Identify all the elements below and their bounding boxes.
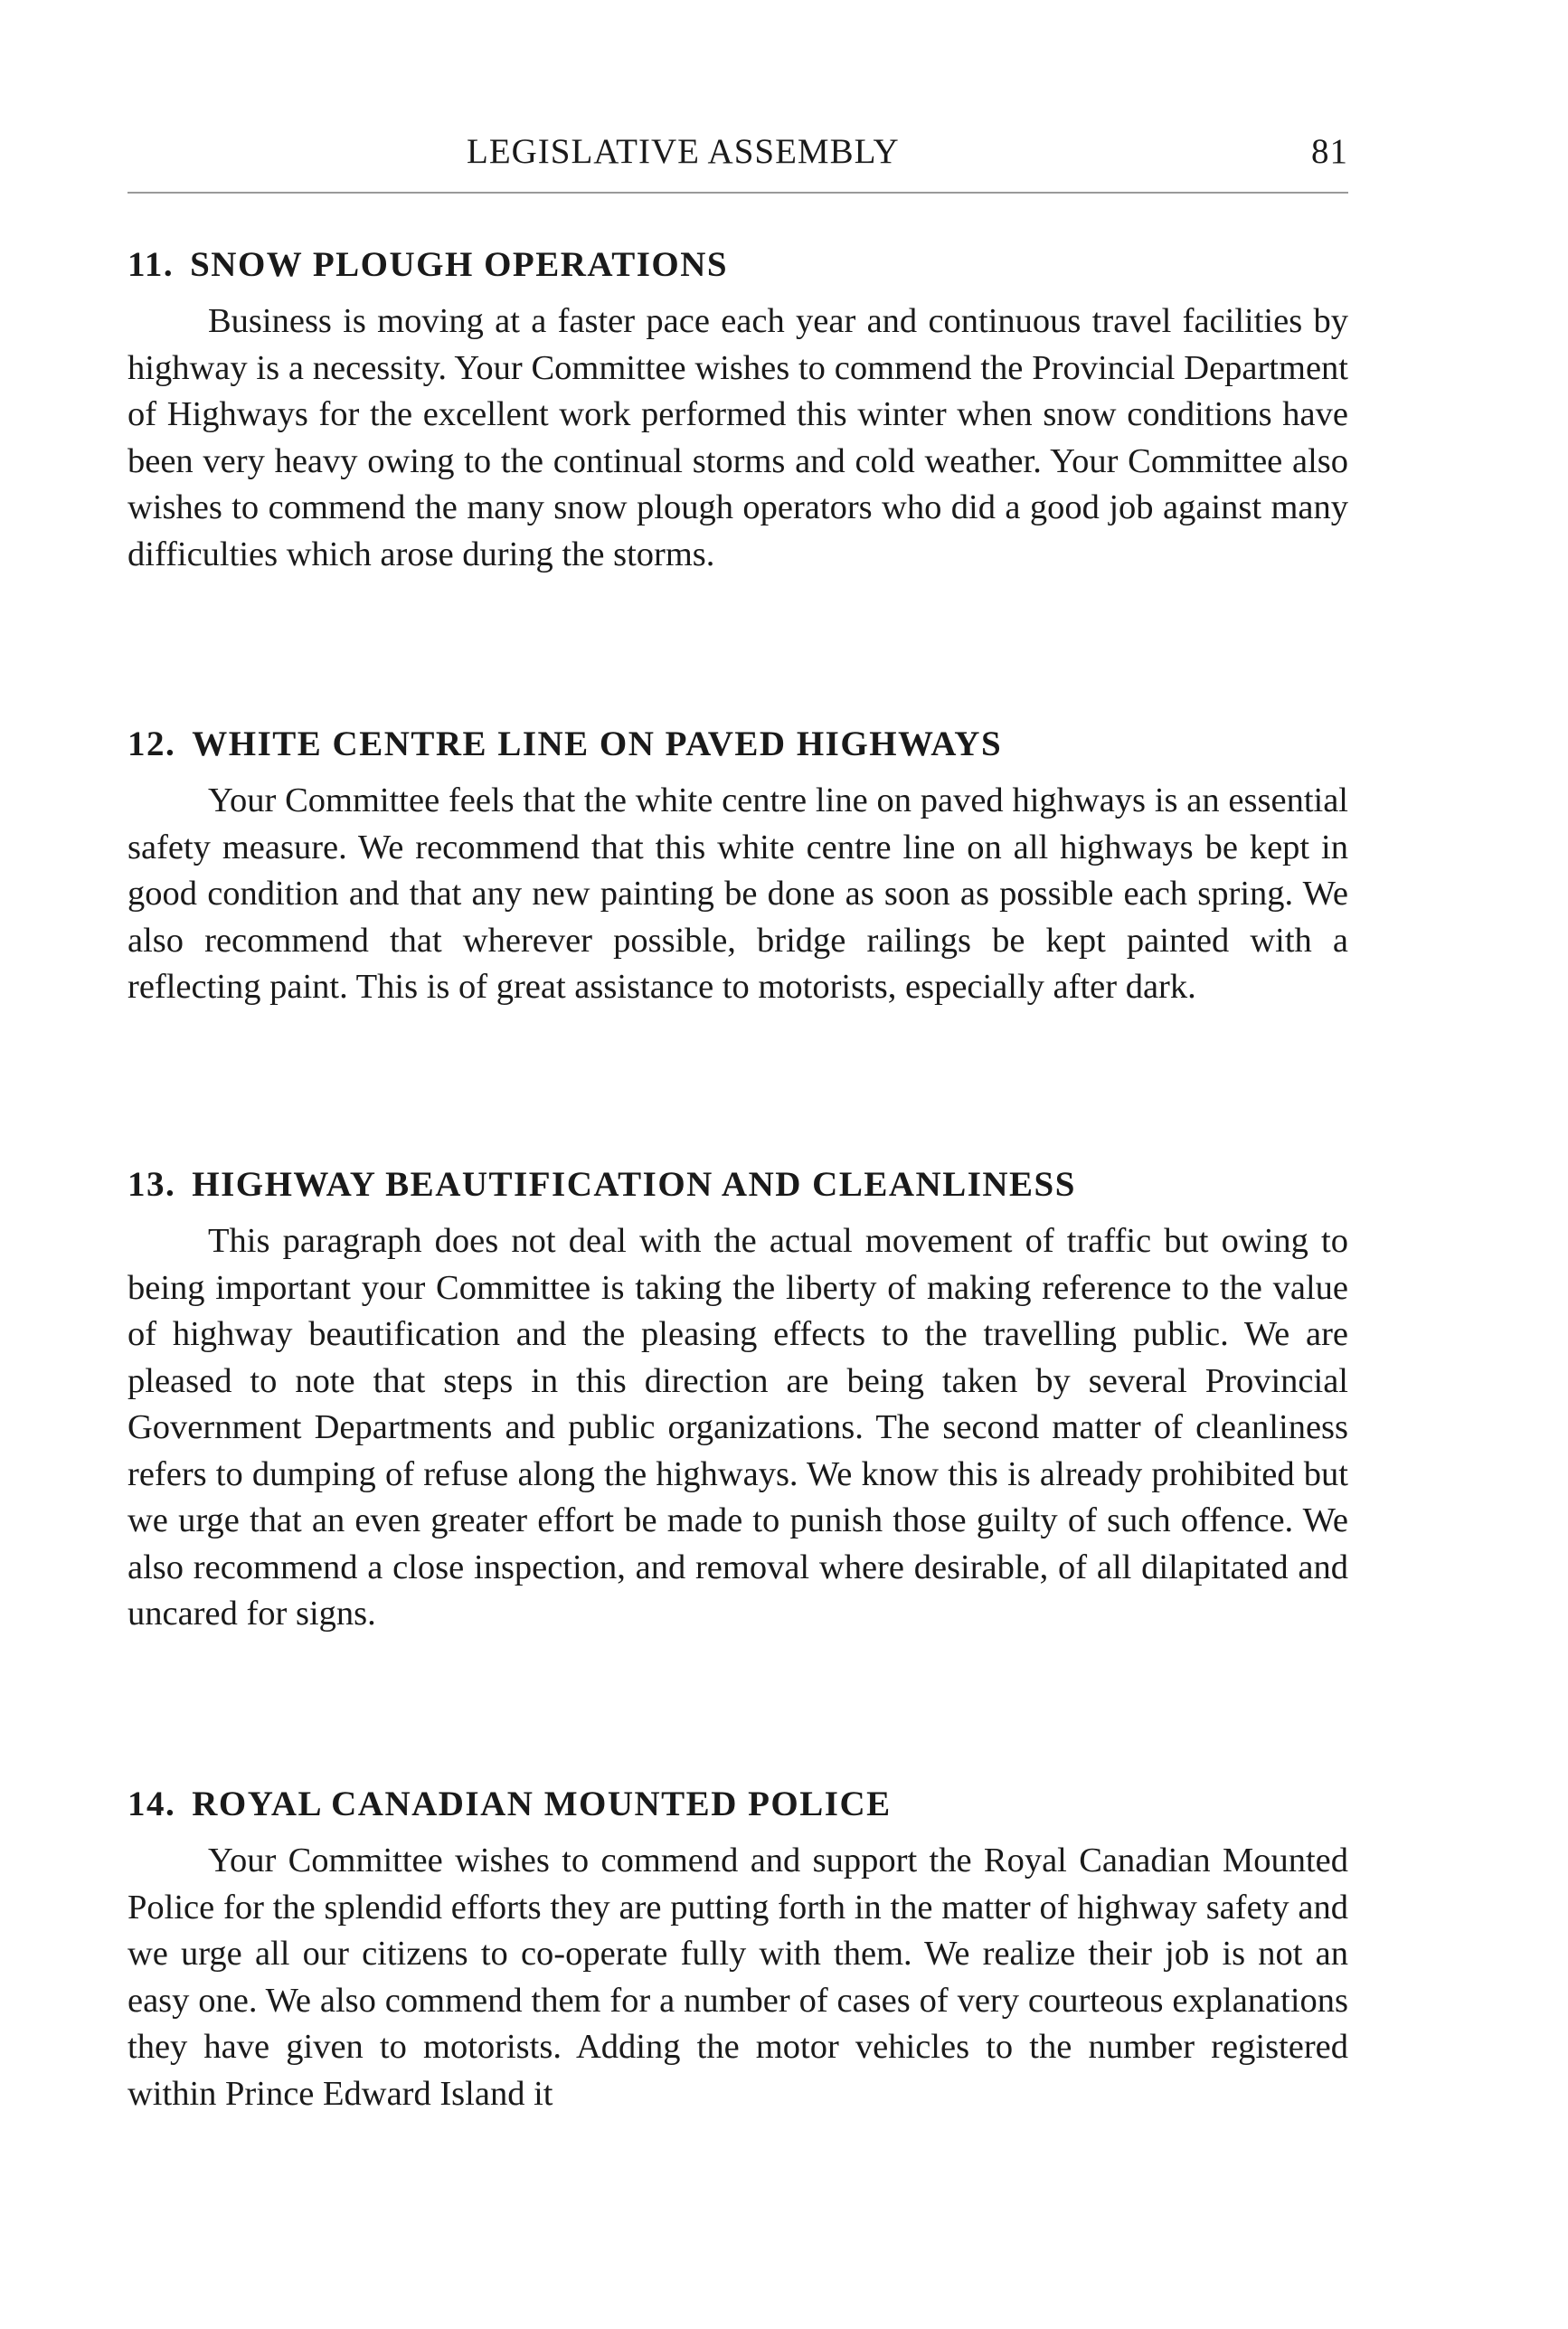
- section-heading: [128, 1162, 1348, 1207]
- section-heading: [128, 722, 1348, 767]
- section-body: Your Committee wishes to commend and support the Royal Canadian Mounted Police for the splendid efforts they are putting forth in the matter of highway safety and we urge all our citizens to co-operate fully with them. We realize their job is not an easy one. We also commend them for a number of cases of very courteous explanations they have given to motorists. Adding the motor vehicles to the number registered within Prince Edward Island it: [128, 1841, 1348, 2113]
- section-heading: [128, 1782, 1348, 1827]
- section-highway-beautification: [128, 1162, 1348, 1638]
- page-number: 81: [1311, 132, 1348, 171]
- section-rcmp: [128, 1782, 1348, 2117]
- section-body: Your Committee feels that the white centre line on paved highways is an essential safety measure. We recommend that this white centre line on all highways be kept in good condition and that any new painting be done as soon as possible each spring. We also recommend that wherever possible, bridge railings be kept painted with a reflecting paint. This is of great assistance to motorists, especially after dark.: [128, 781, 1348, 1006]
- section-number: 11.: [128, 245, 175, 284]
- document-page: [128, 127, 1348, 2113]
- header-rule: [128, 192, 1348, 194]
- running-title: LEGISLATIVE ASSEMBLY: [467, 132, 900, 171]
- section-number: 14.: [128, 1785, 176, 1823]
- section-number: 12.: [128, 724, 176, 763]
- running-header: [128, 127, 1348, 181]
- section-heading: [128, 242, 1348, 288]
- section-title: ROYAL CANADIAN MOUNTED POLICE: [192, 1785, 892, 1823]
- section-snow-plough-operations: [128, 242, 1348, 578]
- section-title: SNOW PLOUGH OPERATIONS: [190, 245, 729, 284]
- section-title: WHITE CENTRE LINE ON PAVED HIGHWAYS: [192, 724, 1003, 763]
- section-body: This paragraph does not deal with the actual movement of traffic but owing to being important your Committee is taking the liberty of making reference to the value of highway beautification and the pleasing effects to the travelling public. We are pleased to note that steps in this direction are being taken by several Provincial Government Departments and public organizations. The second matter of cleanliness refers to dumping of refuse along the highways. We know this is already prohibited but we urge that an even greater effort be made to punish those guilty of such offence. We also recommend a close inspection, and removal where desirable, of all dilapitated and uncared for signs.: [128, 1222, 1348, 1633]
- section-white-centre-line: [128, 722, 1348, 1011]
- section-title: HIGHWAY BEAUTIFICATION AND CLEANLINESS: [192, 1165, 1076, 1204]
- section-number: 13.: [128, 1165, 176, 1204]
- section-body: Business is moving at a faster pace each year and continuous travel facilities by highway is a necessity. Your Committee wishes to commend the Provincial Department of Highways for the excellent work performed this winter when snow conditions have been very heavy owing to the continual storms and cold weather. Your Committee also wishes to commend the many snow plough operators who did a good job against many difficulties which arose during the storms.: [128, 302, 1348, 573]
